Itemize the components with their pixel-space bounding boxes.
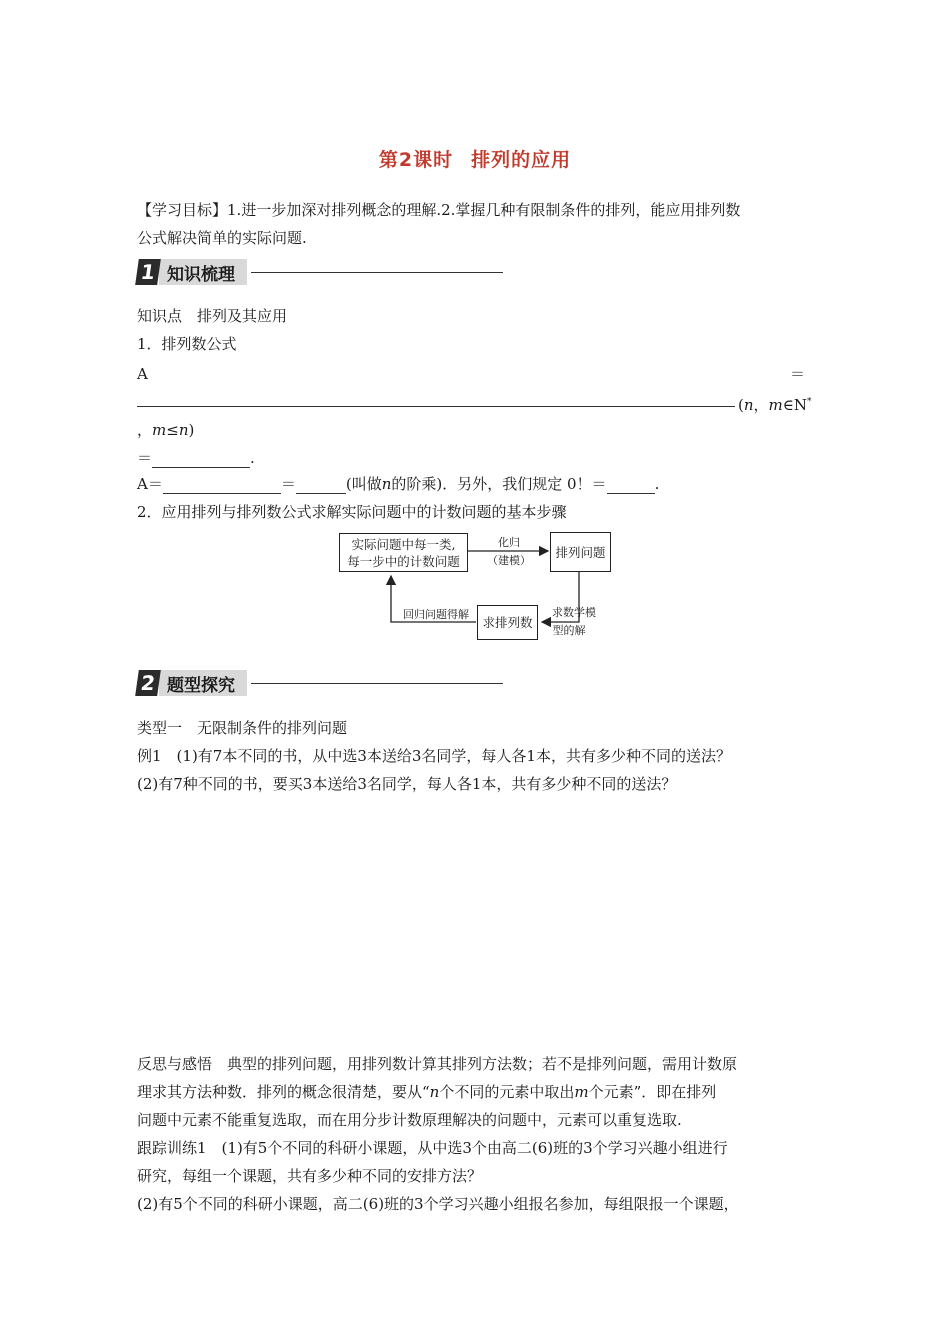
diagram-label-solve-2: 型的解 [552,624,586,637]
training-line-2: 研究，每组一个课题，共有多少种不同的安排方法？ [137,1167,483,1185]
example-1-q1: 例1 (1)有7本不同的书，从中选3本送给3名同学，每人各1本，共有多少种不同的送法？ [137,747,731,765]
knowledge-item-1: 1．排列数公式 [137,335,237,353]
section-number: 2 [135,670,161,696]
type-heading: 类型一 无限制条件的排列问题 [137,719,348,737]
formula-condition-2: ，m≤n) [137,421,195,439]
diagram-label-reduce: 化归 [498,536,520,549]
formula-equals: ＝ [790,365,806,383]
diagram-label-model: （建模） [487,554,531,567]
formula-line-2: ＝ . [137,449,255,467]
formula-condition: (n，m∈N* [738,396,812,414]
diagram-box-real-problem: 实际问题中每一类, 每一步中的计数问题 [339,533,468,572]
title-lesson: 第2课时 [378,149,454,171]
knowledge-item-2: 2．应用排列与排列数公式求解实际问题中的计数问题的基本步骤 [137,503,567,521]
formula-a-symbol: A [137,365,148,383]
diagram-box-permutation: 排列问题 [550,532,611,572]
section-number: 1 [135,259,161,285]
reflection-line-1: 反思与感悟 典型的排列问题，用排列数计算其排列方法数；若不是排列问题，需用计数原 [137,1055,738,1073]
training-line-1: 跟踪训练1 (1)有5个不同的科研小课题，从中选3个由高二(6)班的3个学习兴趣小组进行 [137,1139,728,1157]
knowledge-point: 知识点 排列及其应用 [137,307,288,325]
section-title: 题型探究 [159,670,247,696]
diagram-box-compute: 求排列数 [477,605,538,640]
diagram-label-solve-1: 求数学模 [552,606,596,619]
formula-line-3: A＝ ＝ (叫做n的阶乘)．另外，我们规定 0！＝ . [137,475,660,493]
diagram-label-return: 回归问题得解 [403,608,469,621]
example-1-q2: (2)有7种不同的书，要买3本送给3名同学，每人各1本，共有多少种不同的送法？ [137,775,677,793]
section-rule [251,683,503,684]
section-title: 知识梳理 [159,259,247,285]
title-topic: 排列的应用 [471,149,572,171]
objectives-text-1: 1.进一步加深对排列概念的理解.2.掌握几种有限制条件的排列，能应用排列数 [227,201,741,219]
section-header-types [137,670,503,696]
reflection-line-3: 问题中元素不能重复选取，而在用分步计数原理解决的问题中，元素可以重复选取. [137,1111,682,1129]
training-line-3: (2)有5个不同的科研小课题，高二(6)班的3个学习兴趣小组报名参加，每组限报一个课题， [137,1195,739,1213]
objectives-label: 【学习目标】 [137,201,228,219]
objectives-text-2: 公式解决简单的实际问题. [137,229,307,247]
reflection-line-2: 理求其方法种数．排列的概念很清楚，要从“n个不同的元素中取出m个元素”．即在排列 [137,1083,717,1101]
